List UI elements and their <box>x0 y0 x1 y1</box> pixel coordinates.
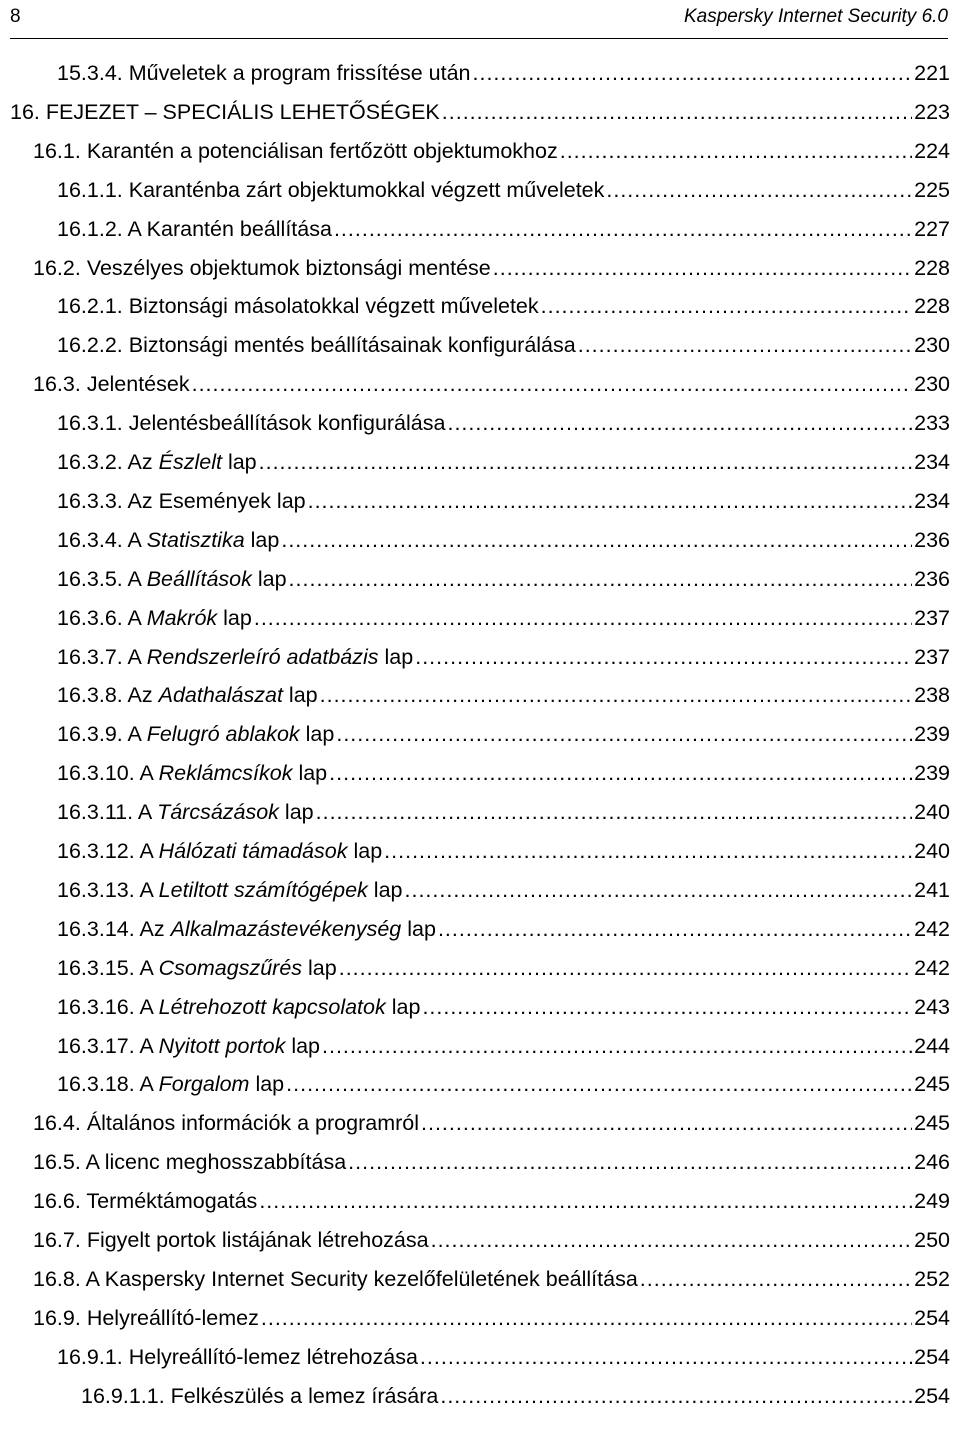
toc-entry-text: Jelentésbeállítások konfigurálása <box>128 411 446 436</box>
toc-entry-title <box>10 97 440 127</box>
toc-entry-page: 228 <box>914 294 950 319</box>
toc-entry-text: A <box>139 761 153 786</box>
toc-entry-page: 230 <box>914 372 950 397</box>
toc-entry-text: A <box>139 955 153 980</box>
toc-leader-dots <box>316 797 913 827</box>
toc-entry-text: A <box>127 566 141 591</box>
toc-leader-dots <box>384 836 912 866</box>
toc-entry-title <box>57 797 314 827</box>
toc-leader-dots <box>560 136 912 166</box>
toc-entry-title <box>57 447 257 477</box>
toc-entry-page: 225 <box>914 177 950 202</box>
toc-entry-page: 244 <box>914 1033 950 1058</box>
toc-entry-title <box>33 253 491 283</box>
toc-entry-emphasis: Csomagszűrés <box>158 955 303 980</box>
toc-entry-number: 16.9.1. <box>57 1344 123 1369</box>
toc-entry-number: 16.1. <box>33 138 81 163</box>
toc-leader-dots <box>281 525 912 555</box>
toc-entry-text: lap <box>255 1072 285 1097</box>
toc-leader-dots <box>578 330 912 360</box>
toc-entry-title <box>57 330 576 360</box>
toc-entry-number: 16.2. <box>33 255 81 280</box>
toc-entry[interactable] <box>33 136 950 166</box>
toc-leader-dots <box>286 1069 912 1099</box>
toc-entry-title <box>33 1186 257 1216</box>
toc-entry-number: 16. <box>10 99 40 124</box>
toc-entry-title <box>57 719 334 749</box>
toc-entry-page: 242 <box>914 955 950 980</box>
toc-entry[interactable] <box>57 214 950 244</box>
toc-entry-text: A <box>139 1072 153 1097</box>
toc-leader-dots <box>440 1381 912 1411</box>
running-title: Kaspersky Internet Security 6.0 <box>683 6 948 27</box>
toc-leader-dots <box>640 1264 912 1294</box>
toc-entry[interactable] <box>33 253 950 283</box>
toc-entry-number: 16.3.9. <box>57 722 123 747</box>
toc-leader-dots <box>438 914 912 944</box>
toc-entry-text: lap <box>353 839 383 863</box>
toc-entry-page: 233 <box>914 411 950 436</box>
toc-leader-dots <box>334 214 912 244</box>
toc-entry-title <box>57 1031 320 1061</box>
toc-entry-page: 245 <box>914 1072 950 1097</box>
toc-entry-page: 243 <box>914 994 950 1019</box>
toc-entry-text: Az <box>127 683 153 708</box>
toc-entry-title <box>57 175 604 205</box>
toc-leader-dots <box>493 253 912 283</box>
toc-entry-page: 242 <box>914 916 950 941</box>
toc-entry-text: lap <box>288 683 318 708</box>
toc-entry-text: lap <box>373 877 403 902</box>
toc-leader-dots <box>192 369 913 399</box>
toc-entry-text: lap <box>257 566 287 591</box>
toc-entry-text: Biztonsági mentés beállításainak konfigurálása <box>128 333 576 358</box>
toc-entry-text: Az Események lap <box>127 488 306 513</box>
toc-entry[interactable] <box>33 1264 950 1294</box>
toc-entry[interactable] <box>57 875 950 905</box>
toc-entry[interactable] <box>57 603 950 633</box>
toc-entry-number: 16.3.4. <box>57 527 123 552</box>
toc-entry-page: 238 <box>914 683 950 708</box>
toc-entry-title <box>57 291 539 321</box>
toc-entry-number: 16.1.1. <box>57 177 123 202</box>
toc-entry-page: 246 <box>914 1150 950 1175</box>
toc-entry-text: lap <box>223 605 252 630</box>
toc-entry[interactable] <box>57 564 950 594</box>
toc-entry-page: 249 <box>914 1189 950 1214</box>
toc-entry-emphasis: Hálózati támadások <box>158 839 348 863</box>
toc-entry-text: Az <box>139 916 165 941</box>
toc-entry-number: 16.3.8. <box>57 683 123 708</box>
toc-entry-text: lap <box>291 1033 321 1058</box>
toc-entry[interactable] <box>10 97 950 127</box>
toc-entry-text: Helyreállító-lemez létrehozása <box>128 1344 418 1369</box>
toc-entry-text: lap <box>305 722 335 747</box>
toc-entry-text: Jelentések <box>86 372 190 397</box>
toc-leader-dots <box>259 447 912 477</box>
toc-entry-number: 16.3.15. <box>57 955 135 980</box>
toc-entry-page: 236 <box>914 527 950 552</box>
toc-leader-dots <box>415 642 912 672</box>
toc-entry-page: 240 <box>914 839 950 863</box>
toc-entry[interactable] <box>57 408 950 438</box>
toc-entry-emphasis: Alkalmazástevékenység <box>170 916 402 941</box>
toc-entry-page: 234 <box>914 488 950 513</box>
toc-entry-emphasis: Létrehozott kapcsolatok <box>158 994 386 1019</box>
toc-entry-page: 223 <box>914 99 950 124</box>
toc-entry-title <box>57 1069 284 1099</box>
toc-entry-number: 16.6. <box>33 1189 81 1214</box>
toc-entry-emphasis: Forgalom <box>158 1072 250 1097</box>
toc-entry[interactable] <box>57 719 950 749</box>
toc-entry[interactable] <box>57 1342 950 1372</box>
toc-entry-text: lap <box>384 644 414 669</box>
toc-leader-dots <box>541 291 912 321</box>
toc-leader-dots <box>308 486 913 516</box>
toc-leader-dots <box>261 1303 912 1333</box>
toc-entry[interactable] <box>57 836 950 866</box>
toc-entry-text: Figyelt portok listájának létrehozása <box>86 1228 429 1252</box>
toc-entry-text: lap <box>308 955 337 980</box>
toc-entry-text: Karanténba zárt objektumokkal végzett műveletek <box>128 177 605 202</box>
toc-entry[interactable] <box>33 1108 950 1138</box>
toc-entry-number: 16.3.10. <box>57 761 135 786</box>
toc-entry-page: 254 <box>914 1383 950 1408</box>
toc-entry[interactable] <box>57 953 950 983</box>
toc-entry-emphasis: Adathalászat <box>158 683 283 708</box>
toc-entry[interactable] <box>33 1225 950 1255</box>
toc-entry-text: lap <box>298 761 328 786</box>
toc-leader-dots <box>322 1031 912 1061</box>
toc-entry-title <box>33 1303 259 1333</box>
toc-entry-text: Veszélyes objektumok biztonsági mentése <box>86 255 491 280</box>
toc-entry-emphasis: Nyitott portok <box>158 1033 286 1058</box>
toc-entry-page: 250 <box>914 1228 950 1252</box>
toc-entry[interactable] <box>81 1381 950 1411</box>
toc-entry-number: 16.8. <box>33 1266 81 1291</box>
toc-entry-number: 16.5. <box>33 1150 81 1175</box>
toc-entry-text: A <box>127 722 141 747</box>
toc-leader-dots <box>447 408 912 438</box>
toc-entry-page: 240 <box>914 800 950 825</box>
toc-entry[interactable] <box>57 1069 950 1099</box>
toc-entry-text: Az <box>127 450 153 474</box>
toc-entry-text: FEJEZET – SPECIÁLIS LEHETŐSÉGEK <box>45 99 440 124</box>
toc-entry-title <box>57 564 287 594</box>
toc-entry-title <box>57 875 403 905</box>
toc-entry-page: 228 <box>914 255 950 280</box>
toc-entry-page: 227 <box>914 216 950 241</box>
toc-entry-number: 16.9.1.1. <box>81 1383 165 1408</box>
toc-leader-dots <box>336 719 912 749</box>
toc-entry[interactable] <box>33 1303 950 1333</box>
toc-entry-title <box>57 603 252 633</box>
toc-entry-page: 234 <box>914 450 950 474</box>
toc-entry-text: A <box>139 839 153 863</box>
toc-entry-number: 16.3.12. <box>57 839 135 863</box>
toc-entry[interactable] <box>57 447 950 477</box>
toc-entry-emphasis: Észlelt <box>158 450 222 474</box>
toc-leader-dots <box>339 953 912 983</box>
toc-entry-number: 16.3.13. <box>57 877 135 902</box>
toc-entry[interactable] <box>57 486 950 516</box>
toc-entry-number: 15.3.4. <box>57 61 123 85</box>
toc-leader-dots <box>289 564 913 594</box>
toc-leader-dots <box>421 1108 912 1138</box>
toc-entry-text: Biztonsági másolatokkal végzett műveletek <box>128 294 539 319</box>
toc-entry-number: 16.4. <box>33 1111 81 1136</box>
toc-entry-title <box>57 408 445 438</box>
toc-entry-text: A <box>137 800 152 825</box>
toc-entry[interactable] <box>57 1031 950 1061</box>
toc-entry[interactable] <box>57 992 950 1022</box>
toc-entry-text: A <box>127 605 141 630</box>
toc-entry-number: 16.3.18. <box>57 1072 135 1097</box>
toc-entry-text: Terméktámogatás <box>86 1189 258 1214</box>
toc-entry-title <box>57 1342 418 1372</box>
toc-entry-emphasis: Tárcsázások <box>157 800 279 825</box>
toc-entry-number: 16.3.5. <box>57 566 123 591</box>
toc-entry[interactable] <box>33 369 950 399</box>
page-number: 8 <box>10 6 21 27</box>
toc-entry-text: A <box>127 644 141 669</box>
toc-entry-text: lap <box>250 527 280 552</box>
toc-entry-text: Általános információk a programról <box>86 1111 420 1136</box>
toc-entry-page: 239 <box>914 761 950 786</box>
toc-entry[interactable] <box>57 291 950 321</box>
toc-entry-emphasis: Reklámcsíkok <box>158 761 293 786</box>
toc-entry-emphasis: Felugró ablakok <box>146 722 300 747</box>
toc-entry[interactable] <box>57 58 950 88</box>
toc-entry-title <box>57 953 337 983</box>
toc-entry-number: 16.1.2. <box>57 216 123 241</box>
toc-entry[interactable] <box>33 1186 950 1216</box>
toc-entry-page: 237 <box>914 605 950 630</box>
toc-entry-title <box>57 525 279 555</box>
toc-entry-title <box>57 214 332 244</box>
toc-entry-title <box>33 1225 429 1255</box>
toc-entry-text: Műveletek a program frissítése után <box>128 61 471 85</box>
toc-entry-text: A Kaspersky Internet Security kezelőfelületének beállítása <box>85 1266 638 1291</box>
toc-entry-page: 254 <box>914 1305 950 1330</box>
toc-entry[interactable] <box>57 525 950 555</box>
toc-entry-text: Helyreállító-lemez <box>86 1305 259 1330</box>
toc-leader-dots <box>473 58 913 88</box>
toc-entry-title <box>57 680 318 710</box>
toc-entry-title <box>57 992 420 1022</box>
toc-entry[interactable] <box>57 758 950 788</box>
toc-entry-number: 16.2.1. <box>57 294 123 319</box>
toc-leader-dots <box>320 680 913 710</box>
toc-entry-title <box>33 1108 419 1138</box>
toc-entry[interactable] <box>33 1147 950 1177</box>
toc-entry-number: 16.3.2. <box>57 450 123 474</box>
toc-entry-page: 245 <box>914 1111 950 1136</box>
toc-entry[interactable] <box>57 797 950 827</box>
toc-entry-title <box>57 486 306 516</box>
toc-leader-dots <box>348 1147 912 1177</box>
toc-entry-emphasis: Statisztika <box>146 527 245 552</box>
toc-leader-dots <box>405 875 913 905</box>
toc-entry-text: A <box>139 1033 153 1058</box>
toc-leader-dots <box>259 1186 912 1216</box>
toc-entry-page: 237 <box>914 644 950 669</box>
toc-entry-page: 236 <box>914 566 950 591</box>
toc-entry-title <box>57 836 382 866</box>
toc-entry-title <box>57 58 471 88</box>
toc-entry-number: 16.3. <box>33 372 81 397</box>
toc-entry-number: 16.7. <box>33 1228 81 1252</box>
toc-entry-title <box>33 1264 638 1294</box>
toc-leader-dots <box>254 603 912 633</box>
toc-entry-number: 16.3.3. <box>57 488 123 513</box>
toc-entry[interactable] <box>57 642 950 672</box>
toc-entry-title <box>81 1381 438 1411</box>
toc-leader-dots <box>431 1225 913 1255</box>
toc-entry[interactable] <box>57 680 950 710</box>
toc-entry-text: A <box>127 527 141 552</box>
toc-entry[interactable] <box>57 175 950 205</box>
toc-entry-text: A <box>139 877 153 902</box>
toc-entry-page: 224 <box>914 138 950 163</box>
toc-leader-dots <box>329 758 912 788</box>
toc-entry-number: 16.3.7. <box>57 644 123 669</box>
toc-entry-text: Felkészülés a lemez írására <box>170 1383 439 1408</box>
toc-entry-title <box>33 369 190 399</box>
toc-entry-number: 16.3.16. <box>57 994 135 1019</box>
toc-entry-text: lap <box>407 916 436 941</box>
toc-entry[interactable] <box>57 914 950 944</box>
toc-entry-title <box>57 914 436 944</box>
toc-entry-number: 16.3.17. <box>57 1033 135 1058</box>
toc-entry-text: lap <box>284 800 314 825</box>
toc-entry-number: 16.9. <box>33 1305 81 1330</box>
toc-entry-emphasis: Letiltott számítógépek <box>158 877 368 902</box>
toc-entry-page: 230 <box>914 333 950 358</box>
toc-entry-text: A <box>139 994 153 1019</box>
toc-entry-page: 254 <box>914 1344 950 1369</box>
toc-entry-text: A licenc meghosszabbítása <box>85 1150 347 1175</box>
toc-entry-title <box>57 642 413 672</box>
toc-entry-page: 221 <box>914 61 950 85</box>
toc-entry-title <box>33 136 558 166</box>
toc-leader-dots <box>422 992 912 1022</box>
toc-entry-number: 16.3.1. <box>57 411 123 436</box>
toc-entry-emphasis: Rendszerleíró adatbázis <box>146 644 379 669</box>
toc-entry-page: 252 <box>914 1266 950 1291</box>
toc-entry-text: lap <box>227 450 257 474</box>
toc-leader-dots <box>606 175 912 205</box>
toc-entry-emphasis: Beállítások <box>146 566 252 591</box>
toc-entry[interactable] <box>57 330 950 360</box>
toc-entry-number: 16.3.11. <box>57 800 134 825</box>
page-header <box>10 0 948 39</box>
toc-entry-text: Karantén a potenciálisan fertőzött objektumokhoz <box>86 138 558 163</box>
toc-entry-page: 239 <box>914 722 950 747</box>
toc-entry-text: A Karantén beállítása <box>127 216 332 241</box>
toc-entry-title <box>57 758 327 788</box>
toc-entry-number: 16.3.14. <box>57 916 135 941</box>
toc-entry-text: lap <box>391 994 421 1019</box>
toc-entry-number: 16.2.2. <box>57 333 123 358</box>
toc-leader-dots <box>420 1342 912 1372</box>
toc-entry-emphasis: Makrók <box>146 605 218 630</box>
toc-entry-title <box>33 1147 346 1177</box>
toc-leader-dots <box>442 97 912 127</box>
toc-entry-page: 241 <box>914 877 950 902</box>
toc-entry-number: 16.3.6. <box>57 605 123 630</box>
